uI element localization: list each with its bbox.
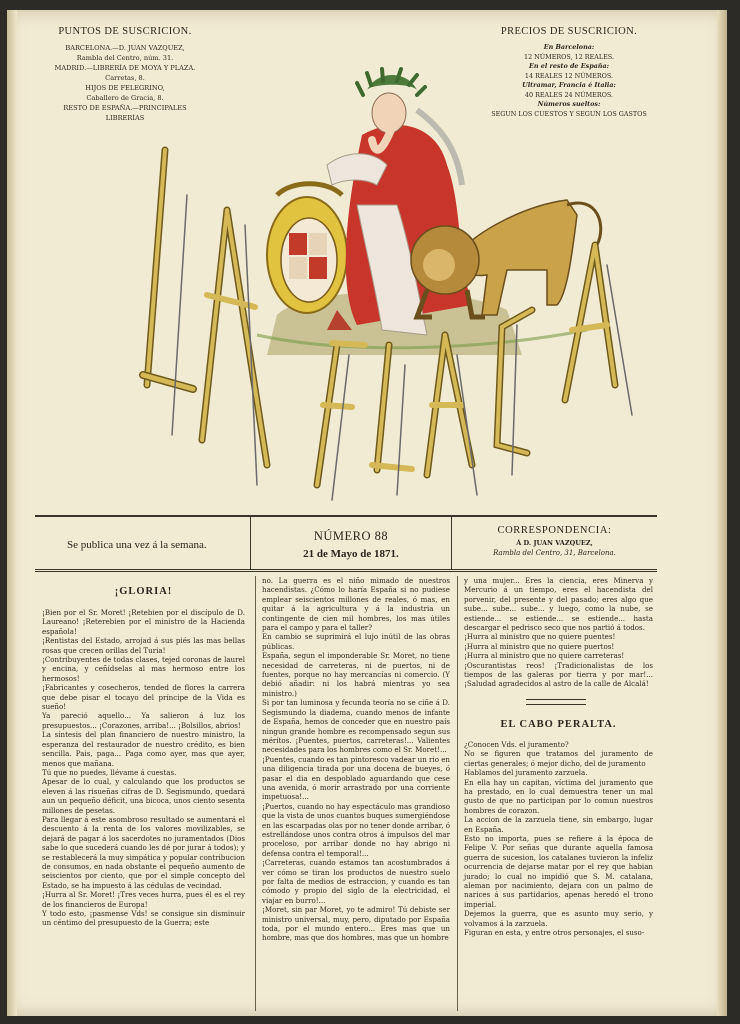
subscription-line: RESTO DE ESPAÑA.—PRINCIPALES xyxy=(63,104,187,112)
binding-spine xyxy=(7,10,17,1016)
publication-frequency: Se publica una vez á la semana. xyxy=(67,539,207,551)
article-paragraph: ¡Carreteras, cuando estamos tan acostumbrados á ver cómo se tiran los productos de nuestro suelo por falta de medios de estraccion, y cuando es tan cómodo y propio del siglo de la electricidad, el viajar en burro!... xyxy=(262,858,450,905)
article-paragraph: ¡Fabricantes y cosecheros, tended de flores la carrera que debe pisar el tocayo del príncipe de la Vida es sueño! xyxy=(42,683,245,712)
article-paragraph: no. La guerra es el niño mimado de nuestros hacendistas. ¿Cómo lo haría España si no pudiese emplear seiscientos millones de reales, ó mas, en quitar á la agricultura y á la industria un contingente de cien mil hombres, los mas útiles para el campo y para el taller? xyxy=(262,576,450,633)
article-paragraph: y una mujer... Eres la ciencia, eres Minerva y Mercurio á un tiempo, eres el hacendista del porvenir, del presente y del pasado; eres algo que sube... sube... sube... y luego, como la nube, se estiende... se estiende... se estiende... hasta descargar el pedrisco seco que nos partió á todos. xyxy=(464,576,653,633)
article-paragraph: ¿Conocen Vds. el juramento? xyxy=(464,739,569,749)
price-line: 12 NÚMEROS, 12 REALES. xyxy=(524,52,614,61)
subscription-line: MADRID.—LIBRERÍA DE MOYA Y PLAZA. xyxy=(54,64,196,72)
article-paragraph: ¡Rentistas del Estado, arrojad á sus piés las mas bellas rosas que crecen orillas del Turia! xyxy=(42,636,245,655)
article-paragraph: ¡Oscurantistas reos! ¡Tradicionalistas de los tiempos de las galeras por tierra y por mar!... ¡Saludad agradecidos al astro de la calle de Alcalá! xyxy=(464,660,653,689)
price-line: Ultramar, Francia é Italia: xyxy=(522,81,616,89)
subscription-prices-title: PRECIOS DE SUSCRICION. xyxy=(500,26,638,37)
issue-info-bar xyxy=(35,515,657,572)
article-paragraph: ¡Hurra al ministro que no quiere puertos! xyxy=(464,641,615,651)
correspondence-cell xyxy=(452,517,657,569)
article-title-gloria: ¡GLORIA! xyxy=(114,586,173,597)
section-divider xyxy=(526,699,586,705)
article-paragraph: Dejemos la guerra, que es asunto muy serio, y volvamos á la zarzuela. xyxy=(464,909,653,928)
article-paragraph: Para llegar á este asombroso resultado se aumentará el descuento á la renta de los valores movilizables, se dejará de pagar á los sacerdotes no juramentados (Dios sabe lo que sucederá cuando les dé por jurar á todos); y se restablecerá la muy simpática y popular contribucion de consumos, en nada obstante el pequeño aumento de seiscientos por ciento, que por el simple concepto del Estado, se ha impuesto á las cédulas de vecindad. xyxy=(42,814,245,890)
correspondence-title: CORRESPONDENCIA: xyxy=(497,525,612,536)
article-paragraph: Esto no importa, pues se refiere á la época de Felipe V. Por señas que durante aquella famosa guerra de sucesion, los catalanes tuvieron la infeliz ocurrencia de dejarse matar por el rey que habian jurado; lo cual no impidió que S. M. catalana, aleman por nacimiento, dejara con un palmo de narices á sus partidarios, apenas heredó el trono imperial. xyxy=(464,833,653,909)
subscription-line: LIBRERÍAS xyxy=(105,114,145,122)
issue-cell xyxy=(251,517,452,569)
masthead-title: LA FLACA xyxy=(384,507,390,508)
issue-date: 21 de Mayo de 1871. xyxy=(303,548,399,560)
article-paragraph: La accion de la zarzuela tiene, sin embargo, lugar en España. xyxy=(464,815,653,834)
issue-number: NÚMERO 88 xyxy=(313,529,389,543)
article-paragraph: ¡Moret, sin par Moret, yo te admiro! Tú debiste ser ministro universal, muy, pero, diputado por España toda, por el mundo entero... Eres mas que un hombre, mas que dos hombres, mas que un hombre xyxy=(262,905,450,943)
price-line: Números sueltos: xyxy=(537,100,601,108)
price-line: En el resto de España: xyxy=(529,62,609,70)
article-paragraph: ¡Puertos, cuando no hay espectáculo mas grandioso que la vista de unos cuantos buques sumergiéndose en las escarpadas olas por no tener donde arribar, ó estrellándose unos contra otros á impulsos del mar proceloso, por arribar donde no hay abrigo ni defensa contra el temporal!... xyxy=(262,801,450,858)
frequency-cell xyxy=(35,517,251,569)
article-paragraph: En cambio se suprimirá el lujo inútil de las obras públicas. xyxy=(262,632,450,651)
article-paragraph: España, segun el imponderable Sr. Moret, no tiene necesidad de carreteras, ni de puertos, ni de fuentes, porque no hay mercancías ni comercio. (Y debió añadir: ni los habrá mientras yo sea ministro.) xyxy=(262,651,450,698)
article-paragraph: ¡Contribuyentes de todas clases, tejed coronas de laurel y encina, y ceñídselas al mas hermoso entre los hermosos! xyxy=(42,655,245,683)
price-line: 40 REALES 24 NÚMEROS. xyxy=(524,90,614,99)
article-paragraph: ¡Hurra al Sr. Moret! ¡Tres veces hurra, pues él es el rey de los financieros de Europa! xyxy=(42,890,245,909)
article-paragraph: ¡Bien por el Sr. Moret! ¡Retebien por el discípulo de D. Laureano! ¡Reterebien por el ministro de la Hacienda española! xyxy=(42,608,245,636)
article-paragraph: Si por tan luminosa y fecunda teoría no se ciñe á D. Segismundo la diadema, cuando menos de infante de España, hemos de conceder que en nuestro país ningun grande hombre es recompensado segun sus méritos. ¡Puentes, puertos, carreteras!... Valientes necesidades para los hombres como el Sr. Moret!... xyxy=(262,698,450,755)
subscription-line: Caballero de Gracia, 8. xyxy=(86,94,164,102)
article-column-3 xyxy=(457,576,653,1011)
price-line: SEGUN LOS CUESTOS Y SEGUN LOS GASTOS xyxy=(491,109,647,118)
subscription-line: HIJOS DE FELEGRINO, xyxy=(85,84,165,92)
article-paragraph: Figuran en esta, y entre otros personajes, el suso- xyxy=(464,928,645,937)
article-paragraph: Tú que no puedes, llévame á cuestas. xyxy=(42,767,177,777)
correspondence-address: Rambla del Centro, 31, Barcelona. xyxy=(493,549,616,557)
article-paragraph: ¡Hurra al ministro que no quiere puentes! xyxy=(464,632,616,642)
price-line: En Barcelona: xyxy=(543,43,595,51)
article-column-2 xyxy=(255,576,450,1011)
correspondence-name: Á D. JUAN VAZQUEZ, xyxy=(516,539,593,547)
page-edge xyxy=(717,10,727,1016)
price-line: 14 REALES 12 NÚMEROS. xyxy=(524,71,614,80)
subscription-line: Carretas, 8. xyxy=(105,74,145,82)
subscription-points-title: PUNTOS DE SUSCRICION. xyxy=(58,26,192,37)
subscription-line: Rambla del Centro, núm. 31. xyxy=(76,54,174,62)
article-paragraph: Y todo esto, ¡pasmense Vds! se consigue sin disminuir un céntimo del presupuesto de la Guerra; este xyxy=(42,909,245,928)
article-paragraph: ¡Puentes, cuando es tan pintoresco vadear un rio en una diligencia tirada por una docena de bueyes, ó pasar el dia en despoblado aguardando que cese una avenida, ó morir arrastrado por una corriente impetuosa!... xyxy=(262,754,450,802)
article-title-cabo-peralta: EL CABO PERALTA. xyxy=(500,718,617,730)
newspaper-page xyxy=(7,10,727,1016)
article-paragraph: ¡Hurra al ministro que no quiere carreteras! xyxy=(464,651,625,661)
article-column-1 xyxy=(42,576,245,1011)
masthead-illustration xyxy=(127,52,647,510)
article-paragraph: Ya pareció aquello... Ya salieron á luz los presupuestos... ¡Corazones, arriba!... ¡Bolsillos, abrios! xyxy=(42,711,245,730)
subscription-line: BARCELONA.—D. JUAN VAZQUEZ, xyxy=(65,44,185,52)
article-paragraph: La síntesis del plan financiero de nuestro ministro, la esperanza del restaurador de nuestro crédito, es bien sencilla. Pais, paga... Paga como ayer, mas que ayer, menos que mañana. xyxy=(42,730,245,768)
article-paragraph: En ella hay un capitan, víctima del juramento que ha prestado, en lo cual demuestra tener un mal gusto de que no participan por lo comun nuestros hombres de corazon. xyxy=(464,777,653,815)
article-paragraph: Hablamos del juramento zarzuela. xyxy=(464,768,588,778)
article-paragraph: No se figuren que tratamos del juramento de ciertas generales; ó mejor dicho, del de juramento xyxy=(464,749,653,768)
article-paragraph: Apesar de lo cual, y calculando que los productos se eleven á las risueñas cifras de D. Segismundo, quedará aun un pequeño déficit, una bicoca, unos ciento sesenta millones de pesetas. xyxy=(42,777,245,815)
